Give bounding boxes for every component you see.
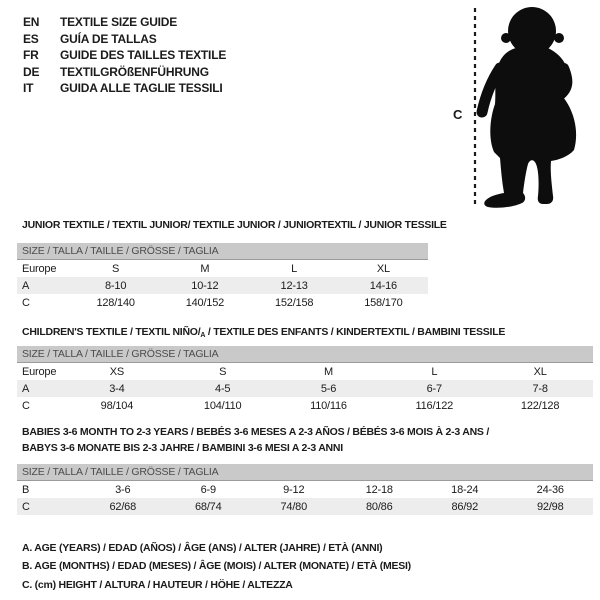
baby-figure	[440, 0, 600, 220]
footnote-a: A. AGE (YEARS) / EDAD (AÑOS) / ÂGE (ANS) / ALTER (JAHRE) / ETÀ (ANNI)	[22, 542, 383, 554]
size-cell: M	[200, 262, 210, 275]
language-code: EN	[23, 15, 40, 29]
value-cell: 122/128	[520, 399, 560, 412]
size-cell: XL	[376, 262, 390, 275]
language-row-fr	[23, 47, 226, 64]
language-title: TEXTILGRÖßENFÜHRUNG	[60, 64, 209, 79]
size-cell: XS	[109, 365, 125, 378]
value-cell: 98/104	[100, 399, 134, 412]
value-cell: 152/158	[274, 296, 314, 309]
footnotes	[22, 539, 411, 594]
size-cell: S	[112, 262, 120, 275]
footnote-c: C. (cm) HEIGHT / ALTURA / HAUTEUR / HÖHE / ALTEZZA	[22, 578, 293, 591]
value-cell: 14-16	[369, 279, 397, 292]
row-label: A	[22, 382, 30, 395]
section-title-line2: BABYS 3-6 MONATE BIS 2-3 JAHRE / BAMBINI 3-6 MESI A 2-3 ANNI	[22, 442, 343, 454]
row-label: Europe	[22, 365, 57, 378]
value-cell: 62/68	[109, 500, 137, 513]
value-cell: 12-13	[280, 279, 308, 292]
babies-size-table	[17, 464, 593, 515]
language-title: TEXTILE SIZE GUIDE	[60, 15, 178, 29]
value-cell: 110/116	[310, 399, 347, 412]
value-cell: 140/152	[185, 296, 225, 309]
row-label: C	[22, 500, 30, 513]
section-title-children	[22, 324, 505, 342]
value-cell: 12-18	[365, 483, 393, 496]
language-row-it	[23, 80, 226, 97]
height-label: C	[453, 107, 463, 122]
section-title-line1: BABIES 3-6 MONTH TO 2-3 YEARS / BEBÉS 3-6 MESES A 2-3 AÑOS / BÉBÉS 3-6 MOIS À 2-3 ANS /	[22, 426, 490, 438]
language-code: DE	[23, 64, 40, 79]
value-cell: 24-36	[536, 483, 564, 496]
table-row	[17, 397, 593, 414]
babies-table	[17, 481, 593, 515]
junior-size-table	[17, 243, 428, 311]
value-cell: 116/122	[415, 399, 454, 412]
row-label: C	[22, 399, 30, 412]
language-row-en	[23, 14, 226, 31]
language-title: GUIDE DES TAILLES TEXTILE	[60, 48, 227, 63]
value-cell: 3-6	[115, 483, 131, 496]
value-cell: 86/92	[451, 500, 479, 513]
size-cell: M	[324, 365, 333, 378]
value-cell: 128/140	[96, 296, 135, 309]
language-title: GUÍA DE TALLAS	[60, 31, 157, 46]
language-code: FR	[23, 48, 39, 63]
size-header-bar: SIZE / TALLA / TAILLE / GRÖSSE / TAGLIA	[17, 464, 593, 481]
table-row	[17, 363, 593, 380]
table-row	[17, 260, 428, 277]
row-label: Europe	[22, 262, 57, 275]
value-cell: 7-8	[532, 382, 548, 395]
value-cell: 5-6	[320, 382, 337, 395]
value-cell: 8-10	[105, 279, 127, 292]
language-title: GUIDA ALLE TAGLIE TESSILI	[60, 81, 223, 96]
language-list	[23, 14, 226, 97]
table-row	[17, 294, 428, 311]
value-cell: 104/110	[203, 399, 242, 412]
row-label: C	[22, 296, 30, 309]
section-title-text: / TEXTILE DES ENFANTS / KINDERTEXTIL / BAMBINI TESSILE	[205, 326, 506, 338]
size-header-bar: SIZE / TALLA / TAILLE / GRÖSSE / TAGLIA	[17, 243, 428, 260]
value-cell: 4-5	[215, 382, 231, 395]
value-cell: 74/80	[280, 500, 308, 513]
size-cell: XL	[533, 365, 547, 378]
row-label: A	[22, 279, 30, 292]
language-code: ES	[23, 31, 39, 46]
value-cell: 6-7	[426, 382, 442, 395]
section-title-subscript: A	[200, 332, 206, 339]
size-header-bar: SIZE / TALLA / TAILLE / GRÖSSE / TAGLIA	[17, 346, 593, 363]
children-size-table	[17, 346, 593, 414]
size-cell: S	[219, 365, 227, 378]
language-row-de	[23, 64, 226, 81]
size-cell: L	[431, 365, 438, 378]
table-row	[17, 498, 593, 515]
junior-table	[17, 260, 428, 311]
value-cell: 158/170	[364, 296, 403, 309]
table-row	[17, 481, 593, 498]
section-title-babies	[22, 424, 489, 456]
value-cell: 10-12	[191, 279, 219, 292]
section-title-text: CHILDREN'S TEXTILE / TEXTIL NIÑO/	[22, 326, 201, 338]
baby-silhouette-icon	[482, 7, 576, 208]
table-row	[17, 380, 593, 397]
value-cell: 6-9	[200, 483, 216, 496]
table-row	[17, 277, 428, 294]
footnote-b: B. AGE (MONTHS) / EDAD (MESES) / ÂGE (MOIS) / ALTER (MONATE) / ETÀ (MESI)	[22, 560, 411, 573]
children-table	[17, 363, 593, 414]
section-title-junior: JUNIOR TEXTILE / TEXTIL JUNIOR/ TEXTILE JUNIOR / JUNIORTEXTIL / JUNIOR TESSILE	[22, 219, 447, 231]
value-cell: 68/74	[194, 500, 222, 513]
value-cell: 18-24	[451, 483, 479, 496]
size-cell: L	[291, 262, 298, 275]
value-cell: 9-12	[283, 483, 305, 496]
language-code: IT	[23, 81, 34, 96]
value-cell: 3-4	[109, 382, 125, 395]
language-row-es	[23, 31, 226, 48]
value-cell: 92/98	[536, 500, 564, 513]
row-label: B	[22, 483, 30, 496]
value-cell: 80/86	[365, 500, 393, 513]
